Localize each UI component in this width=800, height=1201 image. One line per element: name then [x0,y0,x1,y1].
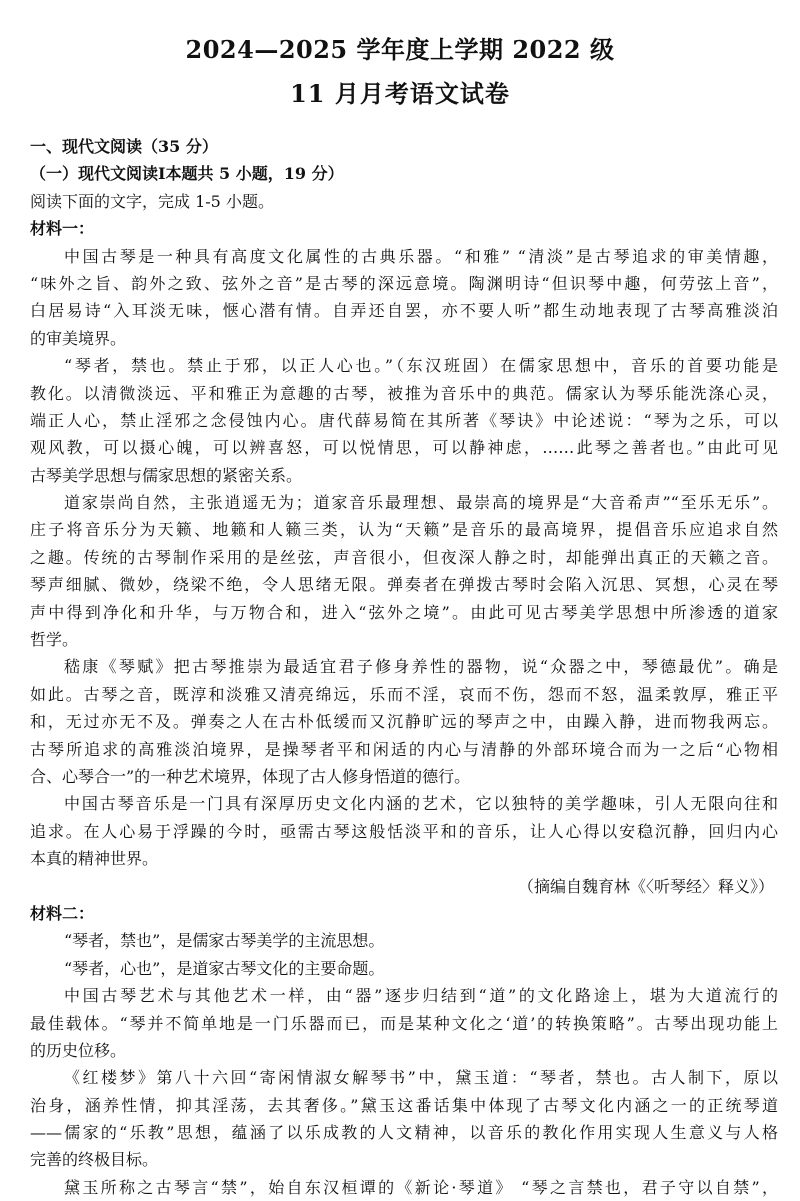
text-line: “琴者，心也”，是道家古琴文化的主要命题。 [64,958,385,978]
text-line: 教化。以清微淡远、平和雅正为意趣的古琴，被推为音乐中的典范。儒家认为琴乐能洗涤心灵， [30,383,778,403]
text-line: “琴者，禁也”，是儒家古琴美学的主流思想。 [64,931,385,951]
text-line: 和，无过亦无不及。弹奏之人在古朴低缓而又沉静旷远的琴声之中，由躁入静，进而物我两忘。 [30,712,778,732]
text-line: 治身，涵养性情，抑其淫荡，去其奢侈。”黛玉这番话集中体现了古琴文化内涵之一的正统琴道 [30,1095,778,1115]
text-line: 的审美境界。 [30,328,127,348]
text-line: ——儒家的“乐教”思想，蕴涵了以乐成教的人文精神，以音乐的教化作用实现人生意义与人格 [30,1123,778,1143]
section-subheading: （一）现代文阅读I本题共 5 小题，19 分） [30,164,344,184]
text-line: 中国古琴是一种具有高度文化属性的古典乐器。“和雅” “清淡”是古琴追求的审美情趣， [64,246,778,266]
exam-subtitle: 11 月月考语文试卷 [290,79,510,108]
exam-content [30,133,778,1201]
text-line: 古琴美学思想与儒家思想的紧密关系。 [30,465,303,485]
text-line: 完善的终极目标。 [30,1150,159,1170]
text-line: 中国古琴音乐是一门具有深厚历史文化内涵的艺术，它以独特的美学趣味，引人无限向往和 [64,794,778,814]
text-line: 《红楼梦》第八十六回“寄闲情淑女解琴书”中，黛玉道：“琴者，禁也。古人制下，原以 [64,1068,778,1088]
material-two-label: 材料二： [30,903,95,923]
text-line: 琴声细腻、微妙，绕梁不绝，令人思绪无限。弹奏者在弹拨古琴时会陷入沉思、冥想，心灵在琴 [30,575,778,595]
text-line: 本真的精神世界。 [30,849,159,869]
text-line: 白居易诗“入耳淡无味，惬心潜有情。自弄还自罢，亦不要人听”都生动地表现了古琴高雅淡泊 [30,301,778,321]
exam-title: 2024—2025 学年度上学期 2022 级 [185,35,615,64]
text-line: 追求。在人心易于浮躁的今时，亟需古琴这般恬淡平和的音乐，让人心得以安稳沉静，回归内心 [30,821,778,841]
text-line: 庄子将音乐分为天籁、地籁和人籁三类，认为“天籁”是音乐的最高境界，提倡音乐应追求自然 [30,520,778,540]
text-line: 中国古琴艺术与其他艺术一样，由“器”逐步归结到“道”的文化路途上，堪为大道流行的 [64,986,778,1006]
text-line: 合、心琴合一”的一种艺术境界，体现了古人修身悟道的德行。 [30,766,471,786]
text-line: 之趣。传统的古琴制作采用的是丝弦，声音很小，但夜深人静之时，却能弹出真正的天籁之音。 [30,547,778,567]
text-line: 黛玉所称之古琴言“禁”，始自东汉桓谭的《新论·琴道》 “琴之言禁也，君子守以自禁”， [64,1177,778,1197]
source-citation: （摘编自魏育林《〈听琴经〉释义》） [517,876,774,896]
text-line: 端正人心，禁止淫邪之念侵蚀内心。唐代薛易简在其所著《琴诀》中论述说：“琴为之乐，可以 [30,410,778,430]
text-line: 道家崇尚自然，主张逍遥无为；道家音乐最理想、最崇高的境界是“大音希声”“至乐无乐”。 [64,493,778,513]
text-line: 的历史位移。 [30,1040,127,1060]
text-line: 嵇康《琴赋》把古琴推崇为最适宜君子修身养性的器物，说“众器之中，琴德最优”。确是 [64,657,778,677]
text-line: 最佳载体。“琴并不简单地是一门乐器而已，而是某种文化之‘道’的转换策略”。古琴出现功能上 [30,1013,778,1033]
text-line: 观风教，可以摄心魄，可以辨喜怒，可以悦情思，可以静神虑，……此琴之善者也。”由此可见 [30,438,778,458]
text-line: 古琴所追求的高雅淡泊境界，是操琴者平和闲适的内心与清静的外部环境合而为一之后“心物相 [30,739,778,759]
section-heading: 一、现代文阅读（35 分） [30,137,218,156]
text-line: 哲学。 [30,630,79,650]
text-line: 声中得到净化和升华，与万物合和，进入“弦外之境”。由此可见古琴美学思想中所渗透的道家 [30,602,778,622]
text-line: 如此。古琴之音，既淳和淡雅又清亮绵远，乐而不淫，哀而不伤，怨而不怒，温柔敦厚，雅正平 [30,684,778,704]
text-line: “琴者，禁也。禁止于邪，以正人心也。”（东汉班固）在儒家思想中，音乐的首要功能是 [64,356,778,376]
material-one-label: 材料一： [30,219,95,239]
text-line: “味外之旨、韵外之致、弦外之音”是古琴的深远意境。陶渊明诗“但识琴中趣，何劳弦上音”， [30,273,778,293]
instruction-text: 阅读下面的文字，完成 1-5 小题。 [30,191,274,211]
